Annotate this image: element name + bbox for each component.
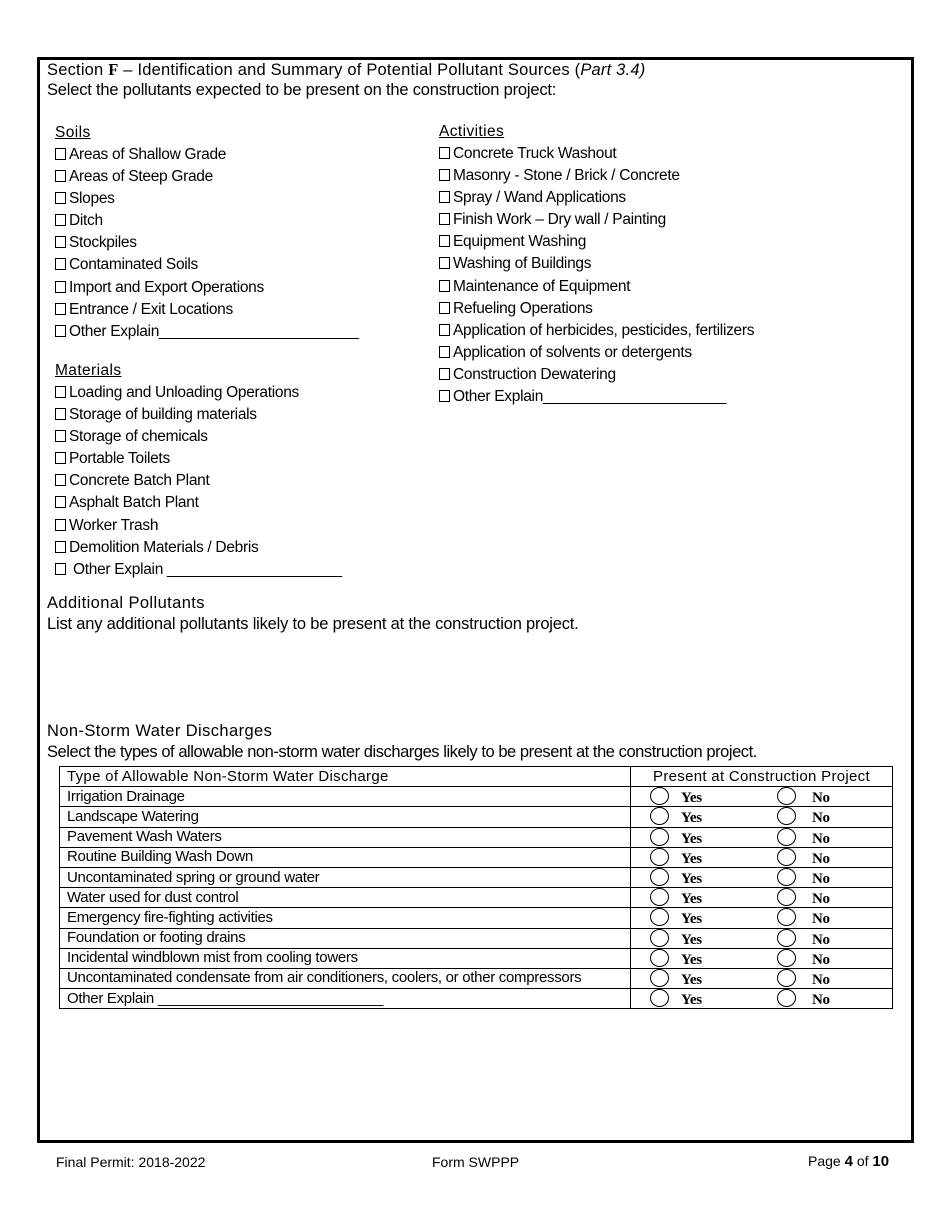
table-row — [60, 867, 893, 887]
soils-item-label: Slopes — [69, 190, 115, 208]
yes-radio[interactable] — [650, 949, 669, 967]
checkbox[interactable] — [439, 257, 450, 269]
yes-label: Yes — [681, 931, 702, 948]
additional-pollutants-instruction: List any additional pollutants likely to be present at the construction project. — [47, 615, 579, 633]
activities-item-label: Concrete Truck Washout — [453, 145, 617, 162]
checkbox[interactable] — [55, 541, 66, 553]
soils-item-label: Contaminated Soils — [69, 256, 199, 274]
activities-item — [439, 342, 754, 364]
activities-item-label: Equipment Washing — [453, 233, 587, 251]
footer-permit: Final Permit: 2018-2022 — [56, 1154, 206, 1170]
checkbox[interactable] — [55, 563, 66, 575]
discharge-type: Landscape Watering — [60, 807, 631, 827]
yes-label: Yes — [681, 951, 702, 968]
activities-item-label: Masonry - Stone / Brick / Concrete — [453, 167, 680, 185]
checkbox[interactable] — [439, 147, 450, 159]
yes-radio[interactable] — [650, 908, 669, 926]
materials-item-label: Worker Trash — [69, 516, 159, 534]
checkbox[interactable] — [55, 496, 66, 508]
discharge-type: Irrigation Drainage — [60, 787, 631, 807]
activities-item-label: Maintenance of Equipment — [453, 277, 631, 295]
soils-item-label: Import and Export Operations — [69, 278, 264, 296]
discharge-type: Routine Building Wash Down — [60, 847, 631, 867]
checkbox[interactable] — [439, 280, 450, 292]
no-label: No — [812, 951, 830, 968]
no-label: No — [812, 911, 830, 928]
present-options — [631, 968, 893, 988]
yes-radio[interactable] — [650, 787, 669, 805]
soils-item-label: Other Explain________________________ — [69, 322, 359, 340]
checkbox[interactable] — [439, 368, 450, 380]
activities-item — [439, 231, 754, 253]
materials-item-label: Portable Toilets — [69, 450, 170, 468]
activities-heading: Activities — [439, 123, 505, 140]
yes-radio[interactable] — [650, 888, 669, 906]
checkbox[interactable] — [439, 213, 450, 225]
no-radio[interactable] — [777, 949, 796, 967]
yes-label: Yes — [681, 870, 702, 887]
no-label: No — [812, 870, 830, 887]
present-options — [631, 928, 893, 948]
table-row — [60, 888, 893, 908]
no-label: No — [812, 850, 830, 867]
no-radio[interactable] — [777, 868, 796, 886]
checkbox[interactable] — [439, 191, 450, 203]
table-row — [60, 847, 893, 867]
no-label: No — [812, 891, 830, 908]
yes-label: Yes — [681, 850, 702, 867]
yes-radio[interactable] — [650, 929, 669, 947]
yes-radio[interactable] — [650, 848, 669, 866]
materials-item — [55, 426, 342, 448]
checkbox[interactable] — [439, 346, 450, 358]
activities-item — [439, 386, 754, 408]
soils-heading: Soils — [55, 124, 91, 141]
discharge-type: Pavement Wash Waters — [60, 827, 631, 847]
soils-item — [55, 321, 359, 343]
materials-item-label: Other Explain _____________________ — [73, 560, 342, 578]
present-header: Present at Construction Project — [631, 767, 893, 787]
present-options — [631, 827, 893, 847]
checkbox[interactable] — [55, 386, 66, 398]
soils-item — [55, 232, 359, 254]
table-row — [60, 968, 893, 988]
checkbox[interactable] — [439, 235, 450, 247]
checkbox[interactable] — [55, 303, 66, 315]
checkbox[interactable] — [439, 390, 450, 402]
materials-item-label: Demolition Materials / Debris — [69, 538, 259, 556]
non-storm-instruction: Select the types of allowable non-storm water discharges likely to be present at the construction project. — [47, 743, 757, 761]
no-label: No — [812, 830, 830, 847]
materials-item — [55, 537, 342, 559]
soils-item — [55, 144, 359, 166]
soils-item — [55, 299, 359, 321]
discharge-type: Uncontaminated condensate from air conditioners, coolers, or other compressors — [60, 968, 631, 988]
materials-item-label: Concrete Batch Plant — [69, 472, 210, 490]
materials-item — [55, 448, 342, 470]
table-header-row — [60, 767, 893, 787]
no-radio[interactable] — [777, 828, 796, 846]
materials-heading: Materials — [55, 362, 122, 379]
activities-item-label: Application of solvents or detergents — [453, 343, 692, 361]
table-row — [60, 908, 893, 928]
activities-item-label: Other Explain______________________ — [453, 388, 727, 406]
discharge-type: Incidental windblown mist from cooling towers — [60, 948, 631, 968]
activities-item-label: Spray / Wand Applications — [453, 189, 626, 207]
checkbox[interactable] — [55, 408, 66, 420]
yes-radio[interactable] — [650, 807, 669, 825]
checkbox[interactable] — [55, 192, 66, 204]
soils-item — [55, 254, 359, 276]
materials-item-label: Asphalt Batch Plant — [69, 494, 199, 512]
present-options — [631, 989, 893, 1009]
activities-item — [439, 253, 754, 275]
materials-item — [55, 382, 342, 404]
yes-label: Yes — [681, 790, 702, 807]
activities-group — [439, 121, 754, 408]
table-row — [60, 989, 893, 1009]
activities-item — [439, 209, 754, 231]
no-radio[interactable] — [777, 888, 796, 906]
soils-group — [55, 122, 359, 343]
activities-item-label: Application of herbicides, pesticides, fertilizers — [453, 321, 755, 339]
discharge-type: Emergency fire-fighting activities — [60, 908, 631, 928]
yes-radio[interactable] — [650, 989, 669, 1007]
materials-item — [55, 559, 342, 581]
soils-item — [55, 166, 359, 188]
yes-label: Yes — [681, 911, 702, 928]
checkbox[interactable] — [55, 474, 66, 486]
discharge-type: Uncontaminated spring or ground water — [60, 867, 631, 887]
checkbox[interactable] — [55, 452, 66, 464]
section-letter: F — [108, 60, 119, 79]
checkbox[interactable] — [55, 236, 66, 248]
section-instruction: Select the pollutants expected to be present on the construction project: — [47, 81, 557, 99]
checkbox[interactable] — [55, 214, 66, 226]
checkbox[interactable] — [439, 302, 450, 314]
present-options — [631, 948, 893, 968]
present-options — [631, 867, 893, 887]
table-row — [60, 928, 893, 948]
activities-item — [439, 364, 754, 386]
additional-pollutants-heading: Additional Pollutants — [47, 594, 205, 612]
checkbox[interactable] — [55, 148, 66, 160]
table-row — [60, 807, 893, 827]
table-row — [60, 827, 893, 847]
activities-item — [439, 276, 754, 298]
materials-item — [55, 404, 342, 426]
materials-group — [55, 360, 342, 581]
checkbox[interactable] — [55, 519, 66, 531]
yes-radio[interactable] — [650, 969, 669, 987]
section-part-ref: Part 3.4) — [580, 61, 646, 79]
checkbox[interactable] — [55, 258, 66, 270]
checkbox[interactable] — [55, 281, 66, 293]
soils-item-label: Areas of Shallow Grade — [69, 146, 227, 163]
non-storm-discharge-table — [59, 766, 893, 1009]
soils-item-label: Areas of Steep Grade — [69, 168, 213, 186]
no-radio[interactable] — [777, 787, 796, 805]
present-options — [631, 807, 893, 827]
present-options — [631, 847, 893, 867]
section-title: Section F – Identification and Summary of Potential Pollutant Sources (Part 3.4) — [47, 60, 646, 79]
no-radio[interactable] — [777, 989, 796, 1007]
materials-item — [55, 470, 342, 492]
no-radio[interactable] — [777, 908, 796, 926]
footer-form-name: Form SWPPP — [432, 1154, 520, 1170]
activities-item — [439, 320, 754, 342]
no-radio[interactable] — [777, 929, 796, 947]
footer-page-number: Page 4 of 10 — [808, 1153, 890, 1170]
soils-item — [55, 277, 359, 299]
checkbox[interactable] — [439, 324, 450, 336]
soils-item — [55, 188, 359, 210]
materials-item — [55, 492, 342, 514]
soils-item — [55, 210, 359, 232]
present-options — [631, 888, 893, 908]
present-options — [631, 787, 893, 807]
checkbox[interactable] — [55, 430, 66, 442]
present-options — [631, 908, 893, 928]
materials-item — [55, 515, 342, 537]
no-label: No — [812, 931, 830, 948]
activities-item-label: Refueling Operations — [453, 299, 593, 317]
non-storm-heading: Non-Storm Water Discharges — [47, 722, 273, 740]
activities-item-label: Construction Dewatering — [453, 365, 616, 383]
yes-label: Yes — [681, 891, 702, 908]
discharge-type: Water used for dust control — [60, 888, 631, 908]
no-radio[interactable] — [777, 969, 796, 987]
materials-item-label: Storage of building materials — [69, 406, 257, 424]
activities-item — [439, 165, 754, 187]
activities-item-label: Finish Work – Dry wall / Painting — [453, 211, 666, 229]
yes-label: Yes — [681, 992, 702, 1009]
yes-label: Yes — [681, 971, 702, 988]
checkbox[interactable] — [439, 169, 450, 181]
soils-item-label: Ditch — [69, 212, 103, 230]
activities-item — [439, 187, 754, 209]
table-row — [60, 787, 893, 807]
yes-label: Yes — [681, 810, 702, 827]
no-radio[interactable] — [777, 807, 796, 825]
yes-label: Yes — [681, 830, 702, 847]
checkbox[interactable] — [55, 325, 66, 337]
activities-item — [439, 143, 754, 165]
no-label: No — [812, 810, 830, 827]
soils-item-label: Stockpiles — [69, 234, 137, 252]
table-row — [60, 948, 893, 968]
no-label: No — [812, 971, 830, 988]
discharge-type-header: Type of Allowable Non-Storm Water Discharge — [60, 767, 631, 787]
soils-item-label: Entrance / Exit Locations — [69, 300, 233, 318]
yes-radio[interactable] — [650, 868, 669, 886]
checkbox[interactable] — [55, 170, 66, 182]
activities-item-label: Washing of Buildings — [453, 255, 592, 273]
materials-item-label: Storage of chemicals — [69, 428, 208, 446]
yes-radio[interactable] — [650, 828, 669, 846]
discharge-type: Other Explain ____________________________ — [60, 989, 631, 1009]
no-label: No — [812, 992, 830, 1009]
materials-item-label: Loading and Unloading Operations — [69, 384, 299, 401]
discharge-type: Foundation or footing drains — [60, 928, 631, 948]
no-radio[interactable] — [777, 848, 796, 866]
activities-item — [439, 298, 754, 320]
no-label: No — [812, 790, 830, 807]
